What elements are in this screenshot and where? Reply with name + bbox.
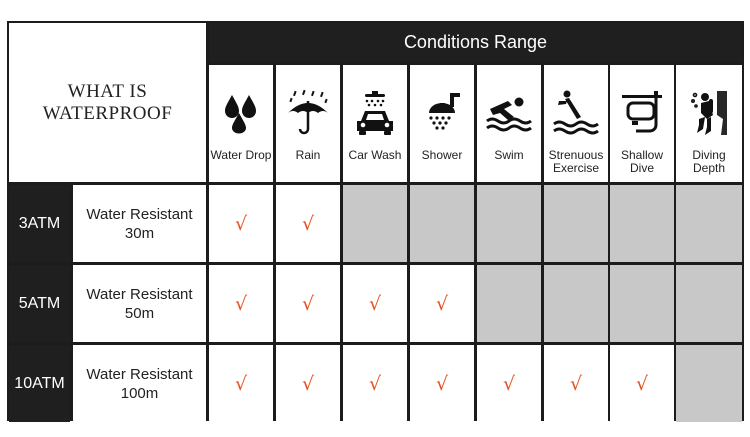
scuba-diver-icon: [676, 89, 742, 137]
atm-rating: 3ATM: [9, 185, 70, 262]
unsupported-cell: [477, 185, 541, 262]
condition-label: Car Wash: [348, 148, 402, 162]
unsupported-cell: [544, 185, 608, 262]
checkmark-icon: √: [368, 292, 382, 315]
water-resistance-label: Water Resistant 30m: [73, 185, 206, 262]
atm-rating: 10ATM: [9, 345, 70, 422]
condition-label: Swim: [494, 148, 524, 162]
checkmark-cell: [209, 185, 273, 262]
unsupported-cell: [343, 185, 407, 262]
checkmark-icon: √: [301, 212, 315, 235]
strenuous-exercise-icon: [544, 89, 608, 137]
title-cell: [9, 23, 206, 182]
checkmark-icon: √: [234, 212, 248, 235]
checkmark-icon: √: [502, 372, 516, 395]
checkmark-cell: [343, 345, 407, 422]
water-resistance-label: Water Resistant 100m: [73, 345, 206, 422]
checkmark-cell: [610, 345, 674, 422]
condition-cell: [410, 65, 474, 182]
unsupported-cell: [676, 185, 742, 262]
car-wash-icon: [343, 89, 407, 137]
condition-cell: [676, 65, 742, 182]
condition-label: Rain: [295, 148, 321, 162]
condition-label: Shower: [421, 148, 463, 162]
waterproof-chart: [7, 21, 744, 421]
condition-label: Strenuous Exercise: [548, 148, 604, 175]
checkmark-cell: [544, 345, 608, 422]
checkmark-cell: [477, 345, 541, 422]
water-resistance-label: Water Resistant 50m: [73, 265, 206, 342]
condition-cell: [477, 65, 541, 182]
checkmark-cell: [209, 345, 273, 422]
condition-cell: [276, 65, 340, 182]
checkmark-icon: √: [234, 372, 248, 395]
unsupported-cell: [676, 265, 742, 342]
snorkel-mask-icon: [610, 89, 674, 137]
checkmark-cell: [410, 265, 474, 342]
checkmark-cell: [276, 185, 340, 262]
condition-cell: [209, 65, 273, 182]
checkmark-icon: √: [635, 372, 649, 395]
unsupported-cell: [610, 265, 674, 342]
condition-label: Diving Depth: [692, 148, 726, 175]
checkmark-icon: √: [234, 292, 248, 315]
chart-title: WHAT IS WATERPROOF: [42, 80, 173, 124]
checkmark-icon: √: [368, 372, 382, 395]
checkmark-icon: √: [301, 292, 315, 315]
shower-icon: [410, 89, 474, 137]
condition-cell: [610, 65, 674, 182]
unsupported-cell: [477, 265, 541, 342]
unsupported-cell: [544, 265, 608, 342]
checkmark-icon: √: [435, 292, 449, 315]
condition-label: Shallow Dive: [620, 148, 664, 175]
condition-label: Water Drop: [210, 148, 272, 162]
atm-rating: 5ATM: [9, 265, 70, 342]
checkmark-cell: [410, 345, 474, 422]
checkmark-cell: [276, 345, 340, 422]
unsupported-cell: [676, 345, 742, 422]
checkmark-icon: √: [301, 372, 315, 395]
checkmark-cell: [276, 265, 340, 342]
checkmark-cell: [209, 265, 273, 342]
unsupported-cell: [410, 185, 474, 262]
water-drop-icon: [209, 89, 273, 137]
checkmark-icon: √: [569, 372, 583, 395]
checkmark-icon: √: [435, 372, 449, 395]
swim-icon: [477, 89, 541, 137]
rain-umbrella-icon: [276, 89, 340, 137]
unsupported-cell: [610, 185, 674, 262]
checkmark-cell: [343, 265, 407, 342]
conditions-range-header: Conditions Range: [209, 23, 742, 62]
condition-cell: [343, 65, 407, 182]
condition-cell: [544, 65, 608, 182]
